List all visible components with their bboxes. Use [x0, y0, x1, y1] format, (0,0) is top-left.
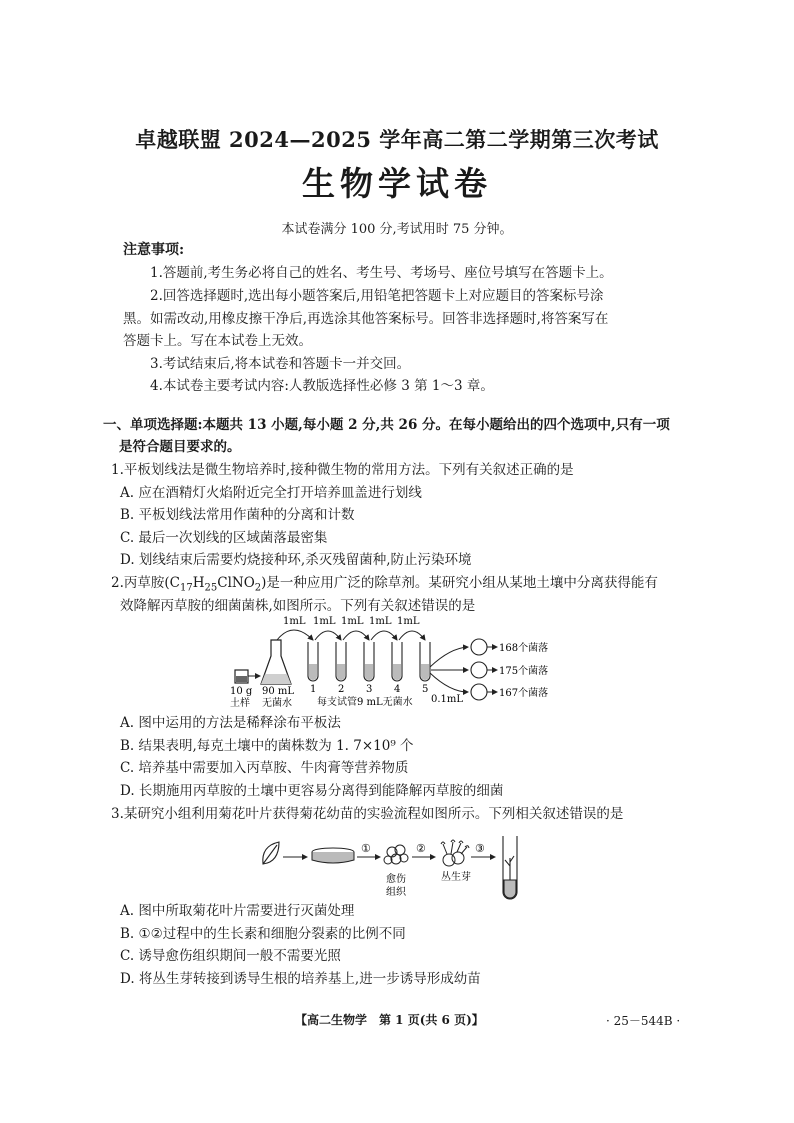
leaf-icon	[263, 842, 279, 864]
q2-stem-part-c: ClNO	[217, 575, 255, 591]
notice-item-3: 3.考试结束后,将本试卷和答题卡一并交回。	[150, 356, 411, 372]
notice-item-4: 4.本试卷主要考试内容:人教版选择性必修 3 第 1～3 章。	[150, 378, 494, 394]
transfer-arcs	[277, 630, 425, 640]
q2-stem	[111, 573, 658, 599]
q3-option-d: D. 将丛生芽转接到诱导生根的培养基上,进一步诱导形成幼苗	[120, 971, 481, 987]
q1-option-b: B. 平板划线法常用作菌种的分离和计数	[120, 507, 355, 523]
notice-item-2: 2.回答选择题时,选出每小题答案后,用铅笔把答题卡上对应题目的答案标号涂	[150, 288, 604, 304]
petri-dish-icon	[312, 848, 354, 863]
transfer-label-5: 1mL	[397, 616, 420, 627]
q3-option-c: C. 诱导愈伤组织期间一般不需要光照	[120, 948, 341, 964]
transfer-label-1: 1mL	[283, 616, 306, 627]
subject-title: 生物学试卷	[302, 164, 492, 203]
notice-item-2-cont: 黑。如需改动,用橡皮擦干净后,再选涂其他答案标号。回答非选择题时,将答案写在	[123, 311, 609, 327]
colony-count-2: 175个菌落	[499, 666, 549, 677]
q1-option-d: D. 划线结束后需要灼烧接种环,杀灭残留菌种,防止污染环境	[120, 552, 472, 568]
q2-sub-2: 25	[204, 582, 218, 594]
exam-intro: 本试卷满分 100 分,考试用时 75 分钟。	[281, 222, 513, 237]
step-2-label: ②	[416, 842, 426, 855]
callus-label-2: 组织	[386, 887, 406, 898]
q1-stem: 1.平板划线法是微生物培养时,接种微生物的常用方法。下列有关叙述正确的是	[111, 462, 574, 478]
colony-count-1: 168个菌落	[499, 643, 549, 654]
callus-icon	[384, 845, 408, 864]
tube-number-5: 5	[422, 684, 429, 695]
q2-option-a: A. 图中运用的方法是稀释涂布平板法	[120, 715, 341, 731]
flask-label-volume: 90 mL	[262, 686, 295, 697]
tube-number-2: 2	[338, 684, 345, 695]
exam-title: 卓越联盟 2024—2025 学年高二第二学期第三次考试	[135, 127, 659, 152]
flask-icon	[261, 640, 291, 684]
callus-label-1: 愈伤	[386, 874, 406, 885]
q2-stem-part-a: 2.丙草胺(C	[111, 575, 180, 591]
plate-volume: 0.1mL	[431, 694, 464, 705]
buds-icon	[441, 840, 469, 866]
q2-option-d: D. 长期施用丙草胺的土壤中更容易分离得到能降解丙草胺的细菌	[120, 783, 504, 799]
footer-code: · 25－544B ·	[606, 1014, 681, 1028]
tube-note: 每支试管9 mL无菌水	[317, 697, 413, 708]
section-heading: 一、单项选择题:本题共 13 小题,每小题 2 分,共 26 分。在每小题给出的四个选项中,只有一项	[103, 417, 670, 433]
tube-number-3: 3	[366, 684, 373, 695]
rooting-tube-icon	[503, 836, 517, 899]
bud-label: 丛生芽	[441, 872, 471, 883]
q1-option-c: C. 最后一次划线的区域菌落最密集	[120, 530, 328, 546]
notice-item-1: 1.答题前,考生务必将自己的姓名、考生号、考场号、座位号填写在答题卡上。	[150, 265, 613, 281]
step-1-label: ①	[361, 842, 371, 855]
step-3-label: ③	[475, 842, 485, 855]
q3-option-a: A. 图中所取菊花叶片需要进行灭菌处理	[120, 903, 355, 919]
q2-option-c: C. 培养基中需要加入丙草胺、牛肉膏等营养物质	[120, 760, 409, 776]
soil-label-mass: 10 g	[230, 686, 253, 697]
transfer-label-3: 1mL	[341, 616, 364, 627]
plating-arrows	[430, 647, 468, 692]
q2-sub-3: 2	[254, 582, 262, 594]
q2-stem-part-b: H	[192, 575, 205, 591]
section-heading-cont: 是符合题目要求的。	[119, 439, 241, 455]
q2-option-b: B. 结果表明,每克土壤中的菌株数为 1. 7×10⁹ 个	[120, 738, 414, 754]
soil-label-name: 土样	[230, 698, 250, 709]
transfer-label-2: 1mL	[313, 616, 336, 627]
soil-sample-icon	[235, 670, 248, 683]
q1-option-a: A. 应在酒精灯火焰附近完全打开培养皿盖进行划线	[120, 485, 422, 501]
q3-tissue-culture-figure	[255, 832, 540, 902]
q2-stem-part-d: )是一种应用广泛的除草剂。某研究小组从某地土壤中分离获得能有	[261, 575, 658, 591]
notice-heading: 注意事项:	[123, 242, 185, 258]
plate-2-icon	[471, 662, 487, 678]
q2-stem-line2: 效降解丙草胺的细菌菌株,如图所示。下列有关叙述错误的是	[120, 598, 476, 614]
plate-1-icon	[471, 639, 487, 655]
plate-3-icon	[471, 684, 487, 700]
q2-sub-1: 17	[179, 582, 193, 594]
flask-label-name: 无菌水	[262, 698, 292, 709]
colony-count-3: 167个菌落	[499, 688, 549, 699]
q2-dilution-figure	[225, 612, 595, 712]
transfer-label-4: 1mL	[369, 616, 392, 627]
notice-item-2-cont2: 答题卡上。写在本试卷上无效。	[123, 333, 312, 349]
q3-option-b: B. ①②过程中的生长素和细胞分裂素的比例不同	[120, 926, 406, 942]
tube-number-4: 4	[394, 684, 401, 695]
tube-number-1: 1	[310, 684, 317, 695]
footer-page-label: 【高二生物学 第 1 页(共 6 页)】	[295, 1013, 484, 1027]
q3-stem: 3.某研究小组利用菊花叶片获得菊花幼苗的实验流程如图所示。下列相关叙述错误的是	[111, 806, 624, 822]
